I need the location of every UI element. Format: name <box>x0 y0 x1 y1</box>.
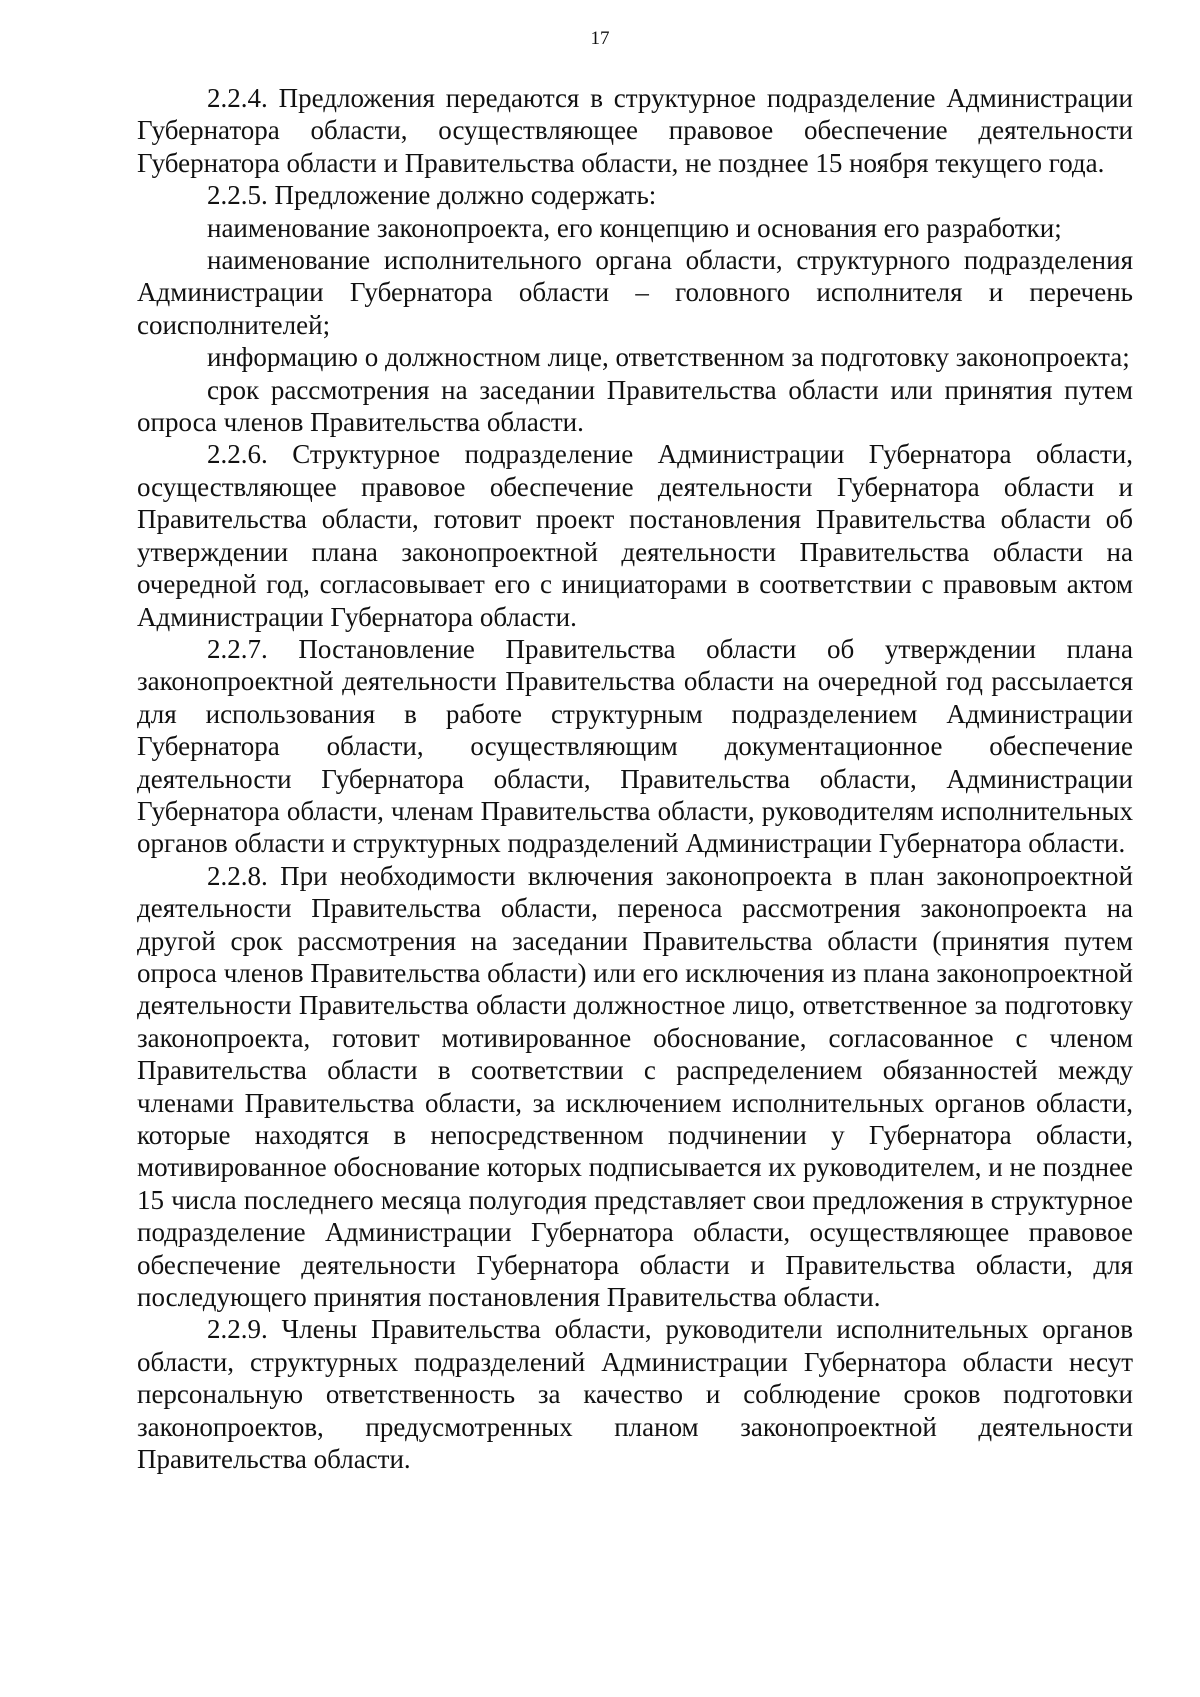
page-number: 17 <box>590 28 610 49</box>
paragraph-2-2-4: 2.2.4. Предложения передаются в структурное подразделение Администрации Губернатора области, осуществляющее правовое обеспечение деятельности Губернатора области и Правительства области, не позднее 15 ноября текущего года. <box>137 83 1133 178</box>
list-item-bill-name: наименование законопроекта, его концепцию и основания его разработки; <box>207 212 1062 243</box>
list-item-responsible-official: информацию о должностном лице, ответственном за подготовку законопроекта; <box>207 342 1130 373</box>
list-item-executor: наименование исполнительного органа области, структурного подразделения Администрации Губернатора области – головного исполнителя и перечень соисполнителей; <box>137 245 1133 340</box>
paragraph-2-2-5: 2.2.5. Предложение должно содержать: <box>207 180 657 211</box>
paragraph-2-2-8: 2.2.8. При необходимости включения законопроекта в план законопроектной деятельности Правительства области, переноса рассмотрения законопроекта на другой срок рассмотрения на заседании Правительства области (принятия путем опроса членов Правительства области) или его исключения из плана законопроектной деятельности Правительства области должностное лицо, ответственное за подготовку законопроекта, готовит мотивированное обоснование, согласованное с членом Правительства области в соответствии с распределением обязанностей между членами Правительства области, за исключением исполнительных органов области, которые находятся в непосредственном подчинении у Губернатора области, мотивированное обоснование которых подписывается их руководителем, и не позднее 15 числа последнего месяца полугодия представляет свои предложения в структурное подразделение Администрации Губернатора области, осуществляющее правовое обеспечение деятельности Губернатора области и Правительства области, для последующего принятия постановления Правительства области. <box>137 860 1133 1313</box>
paragraph-2-2-9: 2.2.9. Члены Правительства области, руководители исполнительных органов области, структурных подразделений Администрации Губернатора области несут персональную ответственность за качество и соблюдение сроков подготовки законопроектов, предусмотренных планом законопроектной деятельности Правительства области. <box>137 1314 1133 1475</box>
list-item-review-deadline: срок рассмотрения на заседании Правительства области или принятия путем опроса членов Правительства области. <box>137 374 1133 438</box>
document-body <box>137 82 1133 1475</box>
paragraph-2-2-6: 2.2.6. Структурное подразделение Администрации Губернатора области, осуществляющее правовое обеспечение деятельности Губернатора области и Правительства области, готовит проект постановления Правительства области об утверждении плана законопроектной деятельности Правительства области на очередной год, согласовывает его с инициаторами в соответствии с правовым актом Администрации Губернатора области. <box>137 439 1133 632</box>
paragraph-2-2-7: 2.2.7. Постановление Правительства области об утверждении плана законопроектной деятельности Правительства области на очередной год рассылается для использования в работе структурным подразделением Администрации Губернатора области, осуществляющим документационное обеспечение деятельности Губернатора области, Правительства области, Администрации Губернатора области, членам Правительства области, руководителям исполнительных органов области и структурных подразделений Администрации Губернатора области. <box>137 633 1133 859</box>
